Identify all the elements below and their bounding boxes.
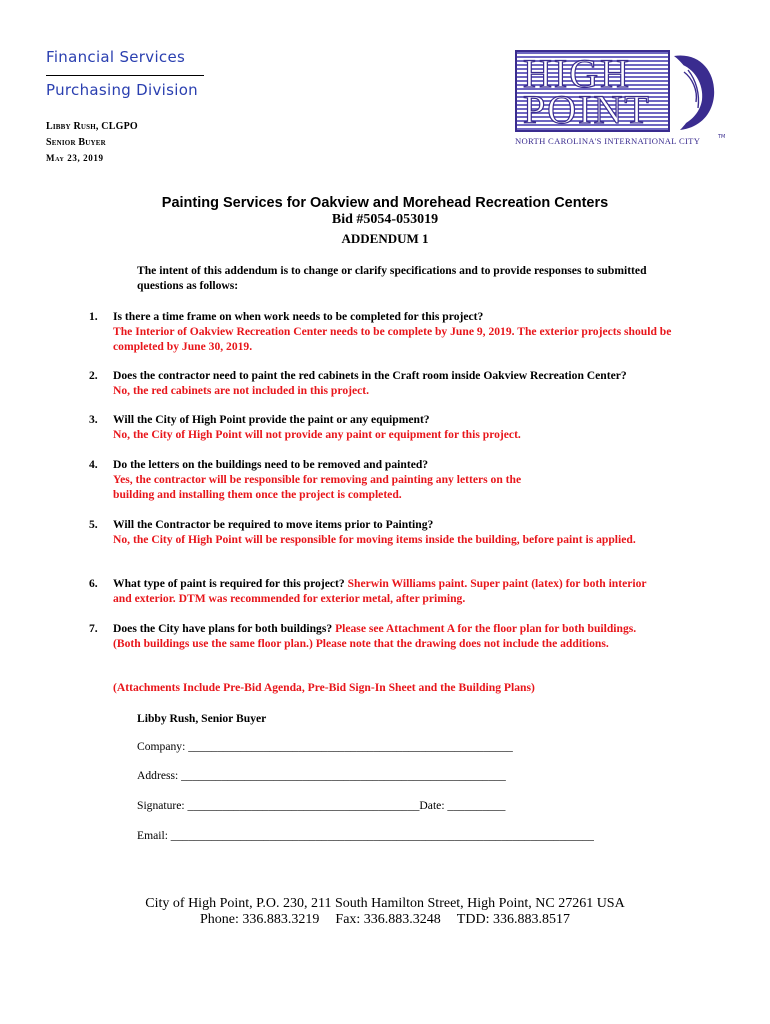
- question-text: Does the contractor need to paint the red cabinets in the Craft room inside Oakview Recreation Center?: [113, 369, 627, 382]
- address-field[interactable]: Address: ________________________________________________________: [137, 769, 506, 782]
- answer-text: No, the City of High Point will be responsible for moving items inside the building, before paint is applied.: [113, 533, 636, 546]
- globe-sculpture-icon: [670, 50, 718, 132]
- qa-item-7: [89, 621, 679, 651]
- qa-number: 6.: [89, 577, 98, 590]
- division-name: Purchasing Division: [46, 81, 198, 99]
- footer-phone: Phone: 336.883.3219: [200, 912, 320, 927]
- company-field[interactable]: Company: ________________________________________________________: [137, 740, 513, 753]
- qa-number: 2.: [89, 369, 98, 382]
- question-text: Do the letters on the buildings need to be removed and painted?: [113, 458, 429, 471]
- high-point-logo: [515, 50, 726, 150]
- qa-item-6: [89, 576, 679, 606]
- intro-paragraph: The intent of this addendum is to change or clarify specifications and to provide responses to submitted questions as follows:: [137, 264, 647, 292]
- question-text: Will the City of High Point provide the paint or any equipment?: [113, 413, 430, 426]
- qa-item-1: [89, 309, 679, 354]
- logo-tagline: NORTH CAROLINA'S INTERNATIONAL CITY: [515, 136, 701, 146]
- question-text: What type of paint is required for this project?: [113, 577, 345, 590]
- trademark-mark: TM: [718, 134, 726, 140]
- bid-number: Bid #5054-053019: [331, 212, 439, 227]
- question-text: Is there a time frame on when work needs to be completed for this project?: [113, 310, 484, 323]
- qa-item-2: [89, 368, 679, 398]
- signer-name: Libby Rush, Senior Buyer: [137, 712, 267, 725]
- logo-word-high: HIGH: [523, 51, 631, 96]
- answer-text: Yes, the contractor will be responsible for removing and painting any letters on the building and installing them once the project is completed.: [113, 473, 522, 501]
- buyer-title: Senior Buyer: [46, 137, 106, 148]
- footer-address: City of High Point, P.O. 230, 211 South Hamilton Street, High Point, NC 27261 USA: [145, 896, 625, 911]
- qa-number: 4.: [89, 458, 98, 471]
- answer-text: No, the red cabinets are not included in this project.: [113, 384, 370, 397]
- answer-text: Please see Attachment A for the floor plan for both buildings. (Both buildings use the same floor plan.) Please note that the drawing does not include the additions.: [113, 622, 637, 650]
- answer-text: The Interior of Oakview Recreation Center needs to be complete by June 9, 2019. The exterior projects should be completed by June 30, 2019.: [113, 325, 672, 353]
- email-field[interactable]: Email: _________________________________________________________________________: [137, 829, 594, 842]
- document-date: May 23, 2019: [46, 153, 104, 163]
- answer-text: Sherwin Williams paint. Super paint (latex) for both interior and exterior. DTM was recommended for exterior metal, after priming.: [113, 577, 647, 605]
- attachments-note: (Attachments Include Pre-Bid Agenda, Pre-Bid Sign-In Sheet and the Building Plans): [113, 681, 535, 694]
- qa-item-4: [89, 457, 679, 502]
- logo-emblem: [515, 50, 670, 132]
- buyer-name: Libby Rush, CLGPO: [46, 121, 138, 132]
- qa-number: 3.: [89, 413, 98, 426]
- question-text: Does the City have plans for both buildings?: [113, 622, 333, 635]
- footer-fax: Fax: 336.883.3248: [335, 912, 441, 927]
- qa-item-3: [89, 412, 679, 442]
- department-name: Financial Services: [46, 48, 186, 66]
- question-text: Will the Contractor be required to move items prior to Painting?: [113, 518, 434, 531]
- document-title: Painting Services for Oakview and Morehead Recreation Centers: [161, 195, 609, 211]
- footer-contacts: [0, 912, 770, 928]
- logo-word-point: POINT: [523, 87, 651, 132]
- addendum-label: ADDENDUM 1: [341, 231, 429, 246]
- qa-number: 1.: [89, 310, 98, 323]
- header-divider: [46, 75, 204, 76]
- qa-number: 7.: [89, 622, 98, 635]
- signature-date-field[interactable]: Signature: ________________________________________Date: __________: [137, 799, 506, 812]
- answer-text: No, the City of High Point will not provide any paint or equipment for this project.: [113, 428, 521, 441]
- qa-item-5: [89, 517, 679, 547]
- qa-number: 5.: [89, 518, 98, 531]
- footer-tdd: TDD: 336.883.8517: [456, 912, 570, 927]
